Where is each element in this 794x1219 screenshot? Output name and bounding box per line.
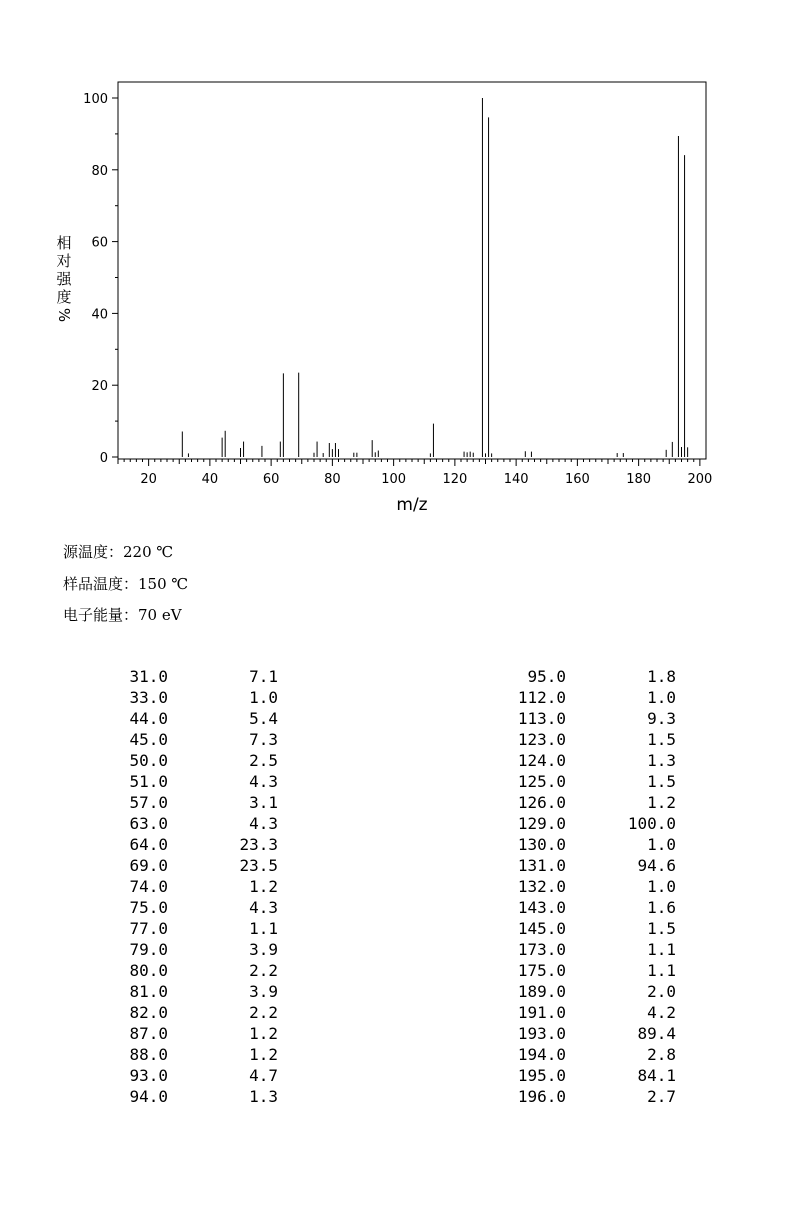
table-row [120, 666, 278, 687]
mz-value: 80.0 [129, 961, 168, 980]
abundance-value: 4.3 [249, 898, 278, 917]
x-tick-label: 160 [564, 472, 590, 487]
sample-temp-value: 150 ℃ [138, 575, 189, 593]
abundance-value: 1.2 [647, 793, 676, 812]
table-row [120, 897, 278, 918]
mz-value: 145.0 [517, 919, 566, 938]
mz-value: 132.0 [517, 877, 566, 896]
table-row [120, 1023, 278, 1044]
abundance-value: 4.3 [249, 772, 278, 791]
x-axis [118, 459, 712, 487]
table-row [500, 897, 676, 918]
abundance-value: 2.7 [647, 1087, 676, 1106]
table-row [500, 876, 676, 897]
mz-value: 64.0 [129, 835, 168, 854]
mz-value: 173.0 [517, 940, 566, 959]
abundance-value: 2.2 [249, 1003, 278, 1022]
table-row [500, 771, 676, 792]
abundance-value: 1.0 [249, 688, 278, 707]
abundance-value: 1.2 [249, 1024, 278, 1043]
mz-value: 95.0 [527, 667, 566, 686]
abundance-value: 1.5 [647, 919, 676, 938]
table-row [120, 834, 278, 855]
abundance-value: 1.1 [647, 961, 676, 980]
mz-value: 69.0 [129, 856, 168, 875]
abundance-value: 23.5 [239, 856, 278, 875]
electron-energy [63, 604, 182, 625]
abundance-value: 1.3 [647, 751, 676, 770]
mz-value: 57.0 [129, 793, 168, 812]
table-row [500, 1002, 676, 1023]
table-row [500, 834, 676, 855]
y-axis-label [55, 234, 73, 322]
abundance-value: 1.2 [249, 1045, 278, 1064]
abundance-value: 7.1 [249, 667, 278, 686]
table-row [120, 813, 278, 834]
y-label-char: 相 [56, 234, 72, 252]
table-row [500, 1023, 676, 1044]
abundance-value: 1.5 [647, 772, 676, 791]
mz-value: 129.0 [517, 814, 566, 833]
mass-spectrum-chart [0, 0, 794, 530]
abundance-value: 1.3 [249, 1087, 278, 1106]
table-row [500, 792, 676, 813]
mz-value: 175.0 [517, 961, 566, 980]
y-tick-label: 100 [83, 92, 108, 107]
table-row [120, 960, 278, 981]
table-row [120, 750, 278, 771]
table-row [500, 1044, 676, 1065]
table-row [120, 981, 278, 1002]
table-row [500, 750, 676, 771]
abundance-value: 23.3 [239, 835, 278, 854]
mz-value: 124.0 [517, 751, 566, 770]
mz-value: 143.0 [517, 898, 566, 917]
table-row [500, 813, 676, 834]
table-row [120, 729, 278, 750]
table-row [120, 708, 278, 729]
table-row [120, 939, 278, 960]
table-row [120, 1086, 278, 1107]
x-tick-label: 80 [324, 472, 341, 487]
mz-value: 87.0 [129, 1024, 168, 1043]
mz-value: 93.0 [129, 1066, 168, 1085]
mz-value: 33.0 [129, 688, 168, 707]
table-row [500, 855, 676, 876]
plot-frame [118, 82, 706, 459]
mz-value: 94.0 [129, 1087, 168, 1106]
sample-temp-label: 样品温度： [63, 575, 139, 593]
table-row [120, 687, 278, 708]
table-row [500, 918, 676, 939]
x-tick-label: 120 [442, 472, 468, 487]
abundance-value: 1.6 [647, 898, 676, 917]
mz-value: 77.0 [129, 919, 168, 938]
abundance-value: 5.4 [249, 709, 278, 728]
mz-value: 123.0 [517, 730, 566, 749]
mz-value: 195.0 [517, 1066, 566, 1085]
y-tick-label: 0 [99, 451, 108, 466]
abundance-value: 3.1 [249, 793, 278, 812]
mz-value: 112.0 [517, 688, 566, 707]
y-tick-label: 40 [91, 307, 108, 323]
mz-value: 125.0 [517, 772, 566, 791]
abundance-value: 2.0 [647, 982, 676, 1001]
mz-value: 189.0 [517, 982, 566, 1001]
abundance-value: 94.6 [637, 856, 676, 875]
abundance-value: 84.1 [637, 1066, 676, 1085]
abundance-value: 100.0 [627, 814, 676, 833]
sample-temperature [63, 573, 188, 594]
y-label-char: 强 [56, 270, 72, 288]
table-row [120, 1044, 278, 1065]
table-row [120, 855, 278, 876]
mz-value: 63.0 [129, 814, 168, 833]
x-axis-label: m/z [396, 495, 428, 515]
abundance-value: 4.2 [647, 1003, 676, 1022]
x-tick-label: 20 [140, 472, 157, 487]
abundance-value: 3.9 [249, 940, 278, 959]
mz-value: 79.0 [129, 940, 168, 959]
y-label-char: % [55, 307, 73, 323]
table-row [500, 1086, 676, 1107]
table-row [500, 708, 676, 729]
y-tick-label: 20 [91, 379, 108, 395]
table-row [500, 939, 676, 960]
mz-value: 44.0 [129, 709, 168, 728]
table-row [120, 876, 278, 897]
abundance-value: 1.8 [647, 667, 676, 686]
x-tick-label: 100 [381, 472, 407, 487]
mz-value: 194.0 [517, 1045, 566, 1064]
source-temperature [63, 541, 173, 562]
y-axis [83, 92, 118, 466]
table-row [120, 918, 278, 939]
peak-table-right [500, 666, 676, 1107]
abundance-value: 1.1 [249, 919, 278, 938]
mz-value: 193.0 [517, 1024, 566, 1043]
y-tick-label: 60 [91, 235, 108, 251]
abundance-value: 9.3 [647, 709, 676, 728]
table-row [500, 960, 676, 981]
abundance-value: 1.0 [647, 877, 676, 896]
x-tick-label: 40 [201, 472, 219, 487]
abundance-value: 1.0 [647, 835, 676, 854]
electron-energy-label: 电子能量： [63, 606, 139, 624]
abundance-value: 2.2 [249, 961, 278, 980]
x-tick-label: 180 [626, 472, 652, 487]
abundance-value: 2.8 [647, 1045, 676, 1064]
y-label-char: 度 [56, 288, 72, 306]
x-tick-label: 140 [503, 472, 529, 487]
table-row [120, 1065, 278, 1086]
table-row [500, 666, 676, 687]
mz-value: 88.0 [129, 1045, 168, 1064]
mz-value: 82.0 [129, 1003, 168, 1022]
abundance-value: 4.7 [249, 1066, 278, 1085]
mz-value: 74.0 [129, 877, 168, 896]
y-tick-label: 80 [91, 163, 108, 179]
mz-value: 50.0 [129, 751, 168, 770]
peak-table-left [120, 666, 278, 1107]
abundance-value: 1.5 [647, 730, 676, 749]
mz-value: 196.0 [517, 1087, 566, 1106]
electron-energy-value: 70 eV [138, 606, 182, 624]
mz-value: 191.0 [517, 1003, 566, 1022]
table-row [500, 729, 676, 750]
mz-value: 45.0 [129, 730, 168, 749]
table-row [500, 981, 676, 1002]
abundance-value: 1.1 [647, 940, 676, 959]
peak-bars [182, 98, 687, 457]
x-tick-label: 60 [262, 472, 280, 487]
table-row [500, 687, 676, 708]
mz-value: 31.0 [129, 667, 168, 686]
abundance-value: 4.3 [249, 814, 278, 833]
mz-value: 75.0 [129, 898, 168, 917]
mz-value: 126.0 [517, 793, 566, 812]
abundance-value: 89.4 [637, 1024, 676, 1043]
mz-value: 113.0 [517, 709, 566, 728]
mz-value: 130.0 [517, 835, 566, 854]
abundance-value: 1.0 [647, 688, 676, 707]
source-temp-label: 源温度： [63, 543, 124, 561]
mz-value: 131.0 [517, 856, 566, 875]
abundance-value: 2.5 [249, 751, 278, 770]
source-temp-value: 220 ℃ [123, 543, 174, 561]
table-row [120, 771, 278, 792]
mz-value: 81.0 [129, 982, 168, 1001]
table-row [500, 1065, 676, 1086]
table-row [120, 792, 278, 813]
x-tick-label: 200 [687, 472, 713, 487]
abundance-value: 7.3 [249, 730, 278, 749]
abundance-value: 1.2 [249, 877, 278, 896]
table-row [120, 1002, 278, 1023]
y-label-char: 对 [56, 252, 72, 270]
mz-value: 51.0 [129, 772, 168, 791]
abundance-value: 3.9 [249, 982, 278, 1001]
